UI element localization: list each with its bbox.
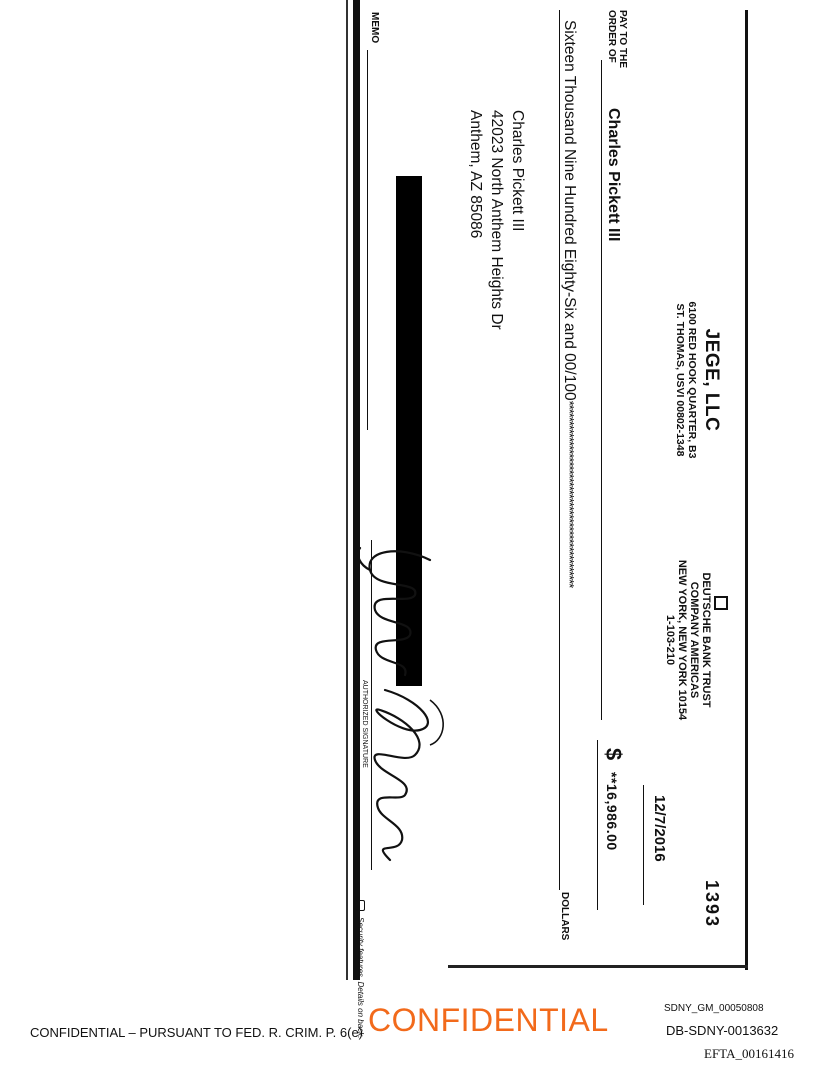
payee-address: [465, 110, 528, 330]
lock-icon: [356, 900, 365, 911]
pay-to-label-line-2: ORDER OF: [606, 10, 617, 63]
memo-label: MEMO: [369, 12, 380, 44]
bates-number-1: SDNY_GM_00050808: [664, 1003, 764, 1014]
dollars-label: DOLLARS: [559, 892, 570, 941]
security-note-text: Security features. Details on back.: [356, 917, 365, 1039]
check-edge-right: [448, 965, 748, 968]
bank-logo: [714, 596, 728, 614]
payee-name: Charles Pickett III: [605, 108, 622, 242]
bank-logo-icon: [714, 596, 728, 610]
signature-line: [371, 540, 372, 870]
address-line-3: Anthem, AZ 85086: [467, 110, 484, 239]
footer-confidential-note: CONFIDENTIAL – PURSUANT TO FED. R. CRIM. P. 6(e): [30, 1025, 364, 1040]
confidential-stamp: CONFIDENTIAL: [368, 1002, 609, 1038]
check-edge-top: [745, 10, 748, 970]
company-address: [674, 250, 698, 510]
bank-info: [664, 540, 712, 740]
amount-words-fill: **********************************************: [562, 400, 577, 588]
bank-address: NEW YORK, NEW YORK 10154: [676, 559, 688, 721]
address-line-1: Charles Pickett III: [509, 110, 526, 232]
amount-in-words: [560, 20, 578, 587]
check-number: 1393: [702, 880, 722, 929]
address-line-2: 42023 North Anthem Heights Dr: [488, 110, 505, 330]
company-name: JEGE, LLC: [701, 328, 722, 432]
bates-number-3: EFTA_00161416: [704, 1046, 794, 1061]
company-address-line-2: ST. THOMAS, USVI 00802-1348: [674, 303, 686, 457]
dollar-sign: $: [601, 748, 626, 761]
check-date: 12/7/2016: [651, 795, 668, 862]
memo-line: [367, 50, 368, 430]
bates-number-2: DB-SDNY-0013632: [666, 1023, 779, 1038]
amount-words-line: [559, 10, 560, 890]
pay-to-label: [606, 10, 628, 68]
bank-name-line-1: DEUTSCHE BANK TRUST: [700, 572, 712, 708]
payee-line: [601, 60, 602, 720]
pay-to-label-line-1: PAY TO THE: [617, 10, 628, 68]
security-note: [356, 900, 365, 1038]
check-edge-bottom-inner: [346, 0, 348, 980]
signature-label: AUTHORIZED SIGNATURE: [361, 680, 368, 768]
bank-name-line-2: COMPANY AMERICAS: [688, 581, 700, 699]
amount-words-text: Sixteen Thousand Nine Hundred Eighty-Six and 00/100: [561, 20, 578, 401]
check-amount: **16,986.00: [604, 772, 620, 851]
company-address-line-1: 6100 RED HOOK QUARTER, B3: [686, 301, 698, 459]
date-line: [643, 785, 644, 905]
bank-routing: 1-103-210: [664, 614, 676, 666]
